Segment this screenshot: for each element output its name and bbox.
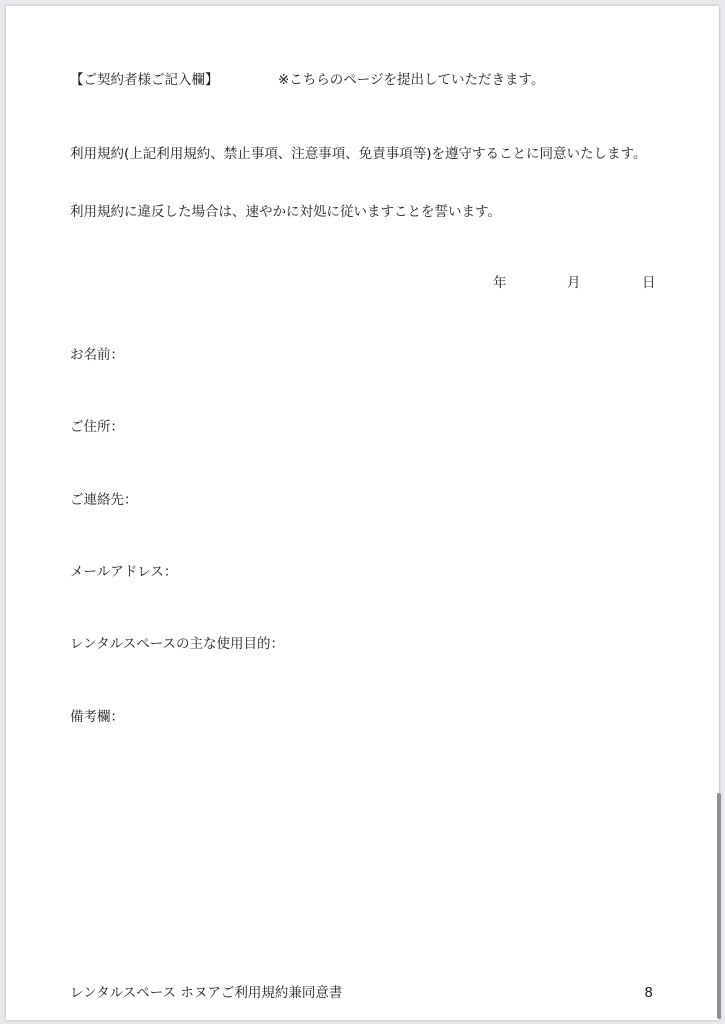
date-month-label: 月 xyxy=(567,275,581,291)
email-field-label: メールアドレス： xyxy=(70,564,178,580)
section-title: 【ご契約者様ご記入欄】 xyxy=(70,72,219,88)
scrollbar-thumb[interactable] xyxy=(717,793,721,1019)
date-day-label: 日 xyxy=(642,275,656,291)
contact-field-label: ご連絡先： xyxy=(70,492,138,508)
footer-document-title: レンタルスペース ホヌアご利用規約兼同意書 xyxy=(70,985,343,1001)
name-field-label: お名前： xyxy=(70,347,124,363)
pledge-paragraph: 利用規約に違反した場合は、速やかに対処に従いますことを誓います。 xyxy=(70,204,501,220)
document-page xyxy=(6,6,719,1020)
submission-note: ※こちらのページを提出していただきます。 xyxy=(278,72,545,88)
address-field-label: ご住所： xyxy=(70,419,124,435)
agreement-paragraph: 利用規約(上記利用規約、禁止事項、注意事項、免責事項等)を遵守することに同意いたします。 xyxy=(70,146,647,162)
page-number: 8 xyxy=(644,985,653,1001)
date-year-label: 年 xyxy=(493,275,507,291)
purpose-field-label: レンタルスペースの主な使用目的： xyxy=(70,636,285,652)
remarks-field-label: 備考欄： xyxy=(70,709,124,725)
